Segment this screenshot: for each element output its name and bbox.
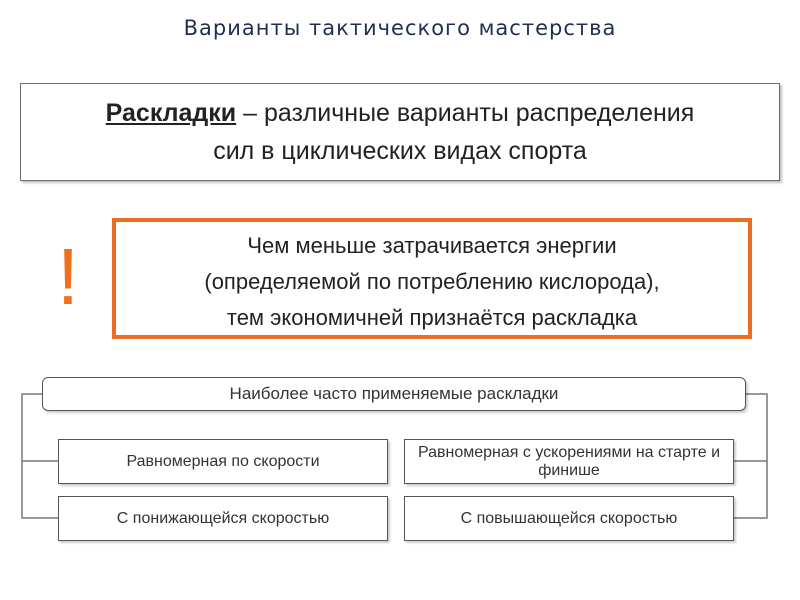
diagram-header-label: Наиболее часто применяемые раскладки: [229, 384, 559, 403]
spread-option-box: [404, 496, 734, 541]
definition-term: Раскладки: [105, 99, 237, 127]
spread-option-box: [58, 439, 388, 484]
spread-option-label: С повышающейся скоростью: [460, 509, 678, 527]
exclamation-icon: !: [56, 232, 80, 321]
note-line-1: Чем меньше затрачивается энергии: [247, 233, 617, 258]
definition-line-2: сил в циклических видах спорта: [213, 137, 587, 165]
note-line-3: тем экономичней признаётся раскладка: [226, 305, 638, 330]
slide-title: Варианты тактического мастерства: [183, 16, 617, 40]
spread-option-label: С понижающейся скоростью: [116, 509, 330, 527]
definition-text: – различные варианты распределения: [236, 99, 695, 127]
left-bracket-connector: [22, 394, 58, 518]
right-bracket-connector: [734, 394, 767, 518]
spread-option-label: Равномерная с ускорениями на старте и финише: [417, 443, 721, 479]
note-line-2: (определяемой по потреблению кислорода),: [204, 269, 660, 294]
spread-option-label: Равномерная по скорости: [126, 452, 320, 470]
spread-option-box: [58, 496, 388, 541]
diagram-header-box: [42, 377, 746, 411]
spread-option-box: [404, 439, 734, 484]
